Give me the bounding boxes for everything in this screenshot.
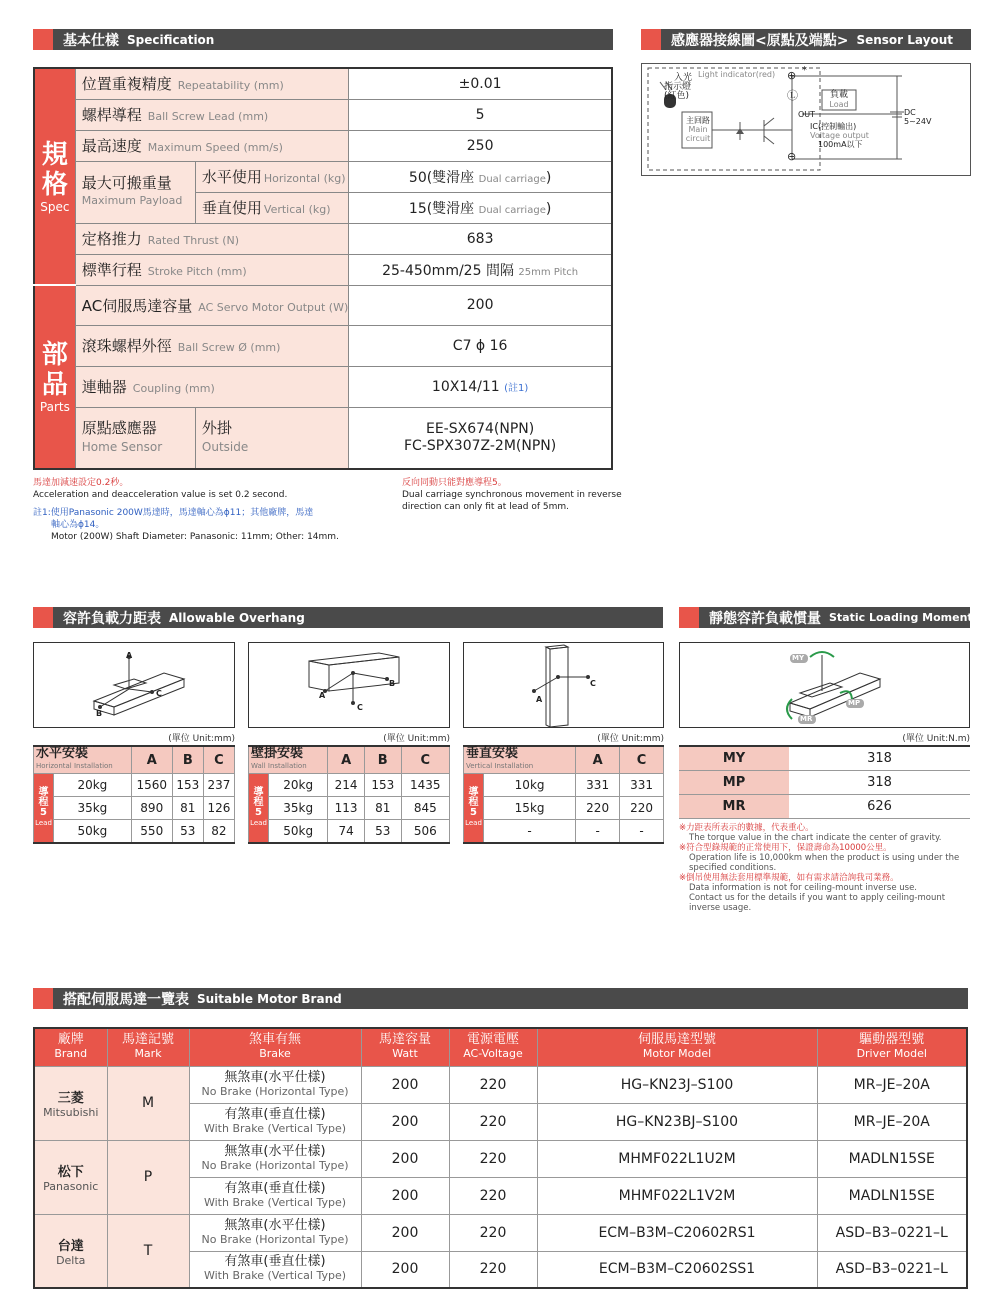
table-row: 導程 5 Lead 20kg 214 153 1435 bbox=[249, 774, 450, 797]
spec-value: 10X14/11 (註1) bbox=[349, 366, 612, 407]
spec-value: 5 bbox=[349, 99, 612, 130]
sensor-header: 感應器接線圖<原點及端點> Sensor Layout bbox=[641, 29, 971, 50]
label-b: B bbox=[389, 679, 396, 688]
brand-cell: 三菱 Mitsubishi bbox=[34, 1066, 107, 1140]
label-b: B bbox=[96, 709, 103, 718]
my-tag: MY bbox=[792, 654, 805, 662]
vertical-install-diagram bbox=[463, 642, 664, 728]
control-output-label: IC(控制輸出) Voltage output 100mA以下 bbox=[810, 122, 869, 149]
motor-table: 廠牌 Brand 馬達記號 Mark 煞車有無 Brake 馬達容量 Watt 電源電壓 AC-Voltage 伺服馬達型號 Motor Model 驅動器型號 Driver Model 三菱 Mitsubishi M 無煞車(水平仕樣) No Brake (Horizontal Type) 200 220 HG–KN23J–S100 MR–JE–20A 有煞車(垂直仕樣) With Brake (Vertical Type) 200 220 HG–KN23BJ–S100 MR–JE–20A 松下 Panasonic P 無煞車(水平仕樣) No Brake (Horizontal Type) 200 220 MHMF022L1U2M MADLN15SE 有煞車(垂直仕樣) With Brake (Vertical Type) 200 220 MHMF022L1V2M MADLN15SE 台達 Delta T 無煞車(水平仕樣) No Brake (Horizontal Type) 200 220 ECM–B3M–C20602RS1 ASD–B3–0221–L 有煞車(垂直仕樣) With Brake (Vertical Type) 200 220 ECM–B3M–C20602SS1 ASD–B3–0221–L bbox=[33, 1027, 968, 1289]
overhang-header: 容許負載力距表 Allowable Overhang bbox=[33, 607, 663, 628]
payload-label: 最大可搬重量 Maximum Payload bbox=[75, 161, 195, 223]
moment-notes: ※力距表所表示的數據，代表重心。 The torque value in the chart indicate the center of gravity. ※符合型錄規範的正常使用下，保證壽命為10000公里。 Operation life is 10,000km when the product is using under the specified conditions. ※倒吊使用無法套用標準規範，如有需求請洽詢我司業務。 Data information is not for ceiling-mount inverse use. Contact us for the details if you want to apply ceiling-mount inverse usage. bbox=[679, 823, 960, 913]
spec-header: 基本仕樣 Specification bbox=[33, 29, 613, 50]
static-moment-diagram bbox=[679, 642, 970, 728]
wall-overhang-table: 壁掛安裝 Wall Installation A B C 導程 5 Lead 20kg 214 153 1435 35kg 113 81 845 50kg 74 53 506 bbox=[248, 745, 450, 844]
table-row: 有煞車(垂直仕樣) With Brake (Vertical Type) 200 220 ECM–B3M–C20602SS1 ASD–B3–0221–L bbox=[34, 1251, 967, 1288]
unit-label: (單位 Unit:mm) bbox=[383, 734, 450, 744]
lead-label: 導程 5 Lead bbox=[249, 774, 269, 843]
spec-value: 683 bbox=[349, 223, 612, 254]
spec-label: 定格推力 Rated Thrust (N) bbox=[75, 223, 348, 254]
spec-label: 連軸器 Coupling (mm) bbox=[75, 366, 348, 407]
plus-terminal: ⊕ bbox=[787, 69, 797, 82]
spec-label: 滾珠螺桿外徑 Ball Screw Ø (mm) bbox=[75, 325, 348, 366]
table-row: 台達 Delta T 無煞車(水平仕樣) No Brake (Horizontal Type) 200 220 ECM–B3M–C20602RS1 ASD–B3–0221–L bbox=[34, 1214, 967, 1251]
load-label: 負載 Load bbox=[829, 90, 849, 109]
table-row: 50kg 74 53 506 bbox=[249, 820, 450, 843]
main-circuit-label: 主回路 Main circuit bbox=[685, 116, 711, 143]
lead-label: 導程 5 Lead bbox=[34, 774, 54, 843]
label-a: A bbox=[536, 695, 543, 704]
table-row: MY 318 bbox=[679, 746, 970, 770]
table-row: MP 318 bbox=[679, 770, 970, 794]
table-row: 導程 5 Lead 20kg 1560 153 237 bbox=[34, 774, 235, 797]
parts-section-label: 部品 Parts bbox=[34, 285, 75, 469]
motor-header: 搭配伺服馬達一覽表 Suitable Motor Brand bbox=[33, 988, 968, 1009]
horizontal-install-diagram bbox=[33, 642, 235, 728]
out-label: OUT bbox=[798, 110, 816, 119]
table-row: - - - bbox=[464, 820, 664, 843]
table-row: MR 626 bbox=[679, 794, 970, 818]
label-a: A bbox=[126, 651, 133, 660]
brand-cell: 松下 Panasonic bbox=[34, 1140, 107, 1214]
table-row: 35kg 113 81 845 bbox=[249, 797, 450, 820]
mp-tag: MP bbox=[848, 699, 861, 707]
spec-notes-right: 反向同動只能對應導程5。 Dual carriage synchronous movement in reverse direction can only fit at lead of 5mm. bbox=[402, 478, 622, 512]
spec-label: 最高速度 Maximum Speed (mm/s) bbox=[75, 130, 348, 161]
label-c: C bbox=[357, 703, 363, 712]
unit-label: (單位 Unit:mm) bbox=[168, 734, 235, 744]
table-row: 有煞車(垂直仕樣) With Brake (Vertical Type) 200 220 MHMF022L1V2M MADLN15SE bbox=[34, 1177, 967, 1214]
payload-horizontal-label: 水平使用 Horizontal (kg) bbox=[195, 161, 348, 192]
spec-value: C7 ϕ 16 bbox=[349, 325, 612, 366]
spec-value: 25-450mm/25 間隔 25mm Pitch bbox=[349, 254, 612, 285]
spec-value: EE-SX674(NPN) FC-SPX307Z-2M(NPN) bbox=[349, 407, 612, 469]
spec-label: 位置重複精度 Repeatability (mm) bbox=[75, 68, 348, 99]
label-a: A bbox=[319, 691, 326, 700]
table-row: 三菱 Mitsubishi M 無煞車(水平仕樣) No Brake (Horizontal Type) 200 220 HG–KN23J–S100 MR–JE–20A bbox=[34, 1066, 967, 1103]
static-moment-table bbox=[679, 745, 970, 819]
spec-value: 200 bbox=[349, 285, 612, 325]
table-title: 壁掛安裝 Wall Installation bbox=[249, 746, 328, 774]
home-sensor-outside: 外掛 Outside bbox=[195, 407, 348, 469]
table-row: 有煞車(垂直仕樣) With Brake (Vertical Type) 200 220 HG–KN23BJ–S100 MR–JE–20A bbox=[34, 1103, 967, 1140]
table-title: 水平安裝 Horizontal Installation bbox=[34, 746, 132, 774]
spec-label: 標準行程 Stroke Pitch (mm) bbox=[75, 254, 348, 285]
light-indicator-label: Light indicator(red) bbox=[698, 70, 776, 79]
table-row: 15kg 220 220 bbox=[464, 797, 664, 820]
dc-label: DC 5~24V bbox=[904, 108, 932, 126]
table-row: 50kg 550 53 82 bbox=[34, 820, 235, 843]
vertical-overhang-table: 垂直安裝 Vertical Installation A C 導程 5 Lead 10kg 331 331 15kg 220 220 - - - bbox=[463, 745, 664, 844]
payload-vertical-label: 垂直使用 Vertical (kg) bbox=[195, 192, 348, 223]
brand-cell: 台達 Delta bbox=[34, 1214, 107, 1288]
mark-cell: M bbox=[107, 1066, 189, 1140]
lead-label: 導程 5 Lead bbox=[464, 774, 484, 843]
table-row: 松下 Panasonic P 無煞車(水平仕樣) No Brake (Horizontal Type) 200 220 MHMF022L1U2M MADLN15SE bbox=[34, 1140, 967, 1177]
spec-table bbox=[33, 67, 613, 470]
spec-section-label: 規格 Spec bbox=[34, 68, 75, 285]
mr-tag: MR bbox=[800, 715, 813, 723]
wall-install-diagram bbox=[248, 642, 450, 728]
spec-value: 15(雙滑座 Dual carriage) bbox=[349, 192, 612, 223]
moment-header: 靜態容許負載慣量 Static Loading Moment bbox=[679, 607, 970, 628]
horizontal-overhang-table: 水平安裝 Horizontal Installation A B C 導程 5 Lead 20kg 1560 153 237 35kg 890 81 126 50kg 550 53 82 bbox=[33, 745, 235, 844]
l-terminal: Ⓛ bbox=[787, 89, 798, 102]
sensor-wiring-diagram bbox=[641, 63, 971, 176]
unit-label: (單位 Unit:mm) bbox=[597, 734, 664, 744]
spec-label: 螺桿導程 Ball Screw Lead (mm) bbox=[75, 99, 348, 130]
table-title: 垂直安裝 Vertical Installation bbox=[464, 746, 576, 774]
label-c: C bbox=[156, 689, 162, 698]
spec-value: ±0.01 bbox=[349, 68, 612, 99]
spec-value: 250 bbox=[349, 130, 612, 161]
home-sensor-label: 原點感應器 Home Sensor bbox=[75, 407, 195, 469]
spec-value: 50(雙滑座 Dual carriage) bbox=[349, 161, 612, 192]
spec-notes-left: 馬達加減速設定0.2秒。 Acceleration and deacceleration value is set 0.2 second. 註1:使用Panasonic 200W馬達時，馬達軸心為ϕ11；其他廠牌，馬達 軸心為ϕ14。 Motor (200W) Shaft Diameter: Panasonic: 11mm; Other: 14mm. bbox=[33, 478, 339, 542]
mark-cell: T bbox=[107, 1214, 189, 1288]
table-row: 導程 5 Lead 10kg 331 331 bbox=[464, 774, 664, 797]
minus-terminal: ⊖ bbox=[787, 150, 797, 163]
unit-label: (單位 Unit:N.m) bbox=[902, 734, 970, 744]
light-label-zh: 入光 指示燈 (紅色) bbox=[664, 73, 693, 101]
spec-label: AC伺服馬達容量 AC Servo Motor Output (W) bbox=[75, 285, 348, 325]
star-mark: * bbox=[802, 65, 807, 76]
label-c: C bbox=[590, 679, 596, 688]
mark-cell: P bbox=[107, 1140, 189, 1214]
table-row: 35kg 890 81 126 bbox=[34, 797, 235, 820]
